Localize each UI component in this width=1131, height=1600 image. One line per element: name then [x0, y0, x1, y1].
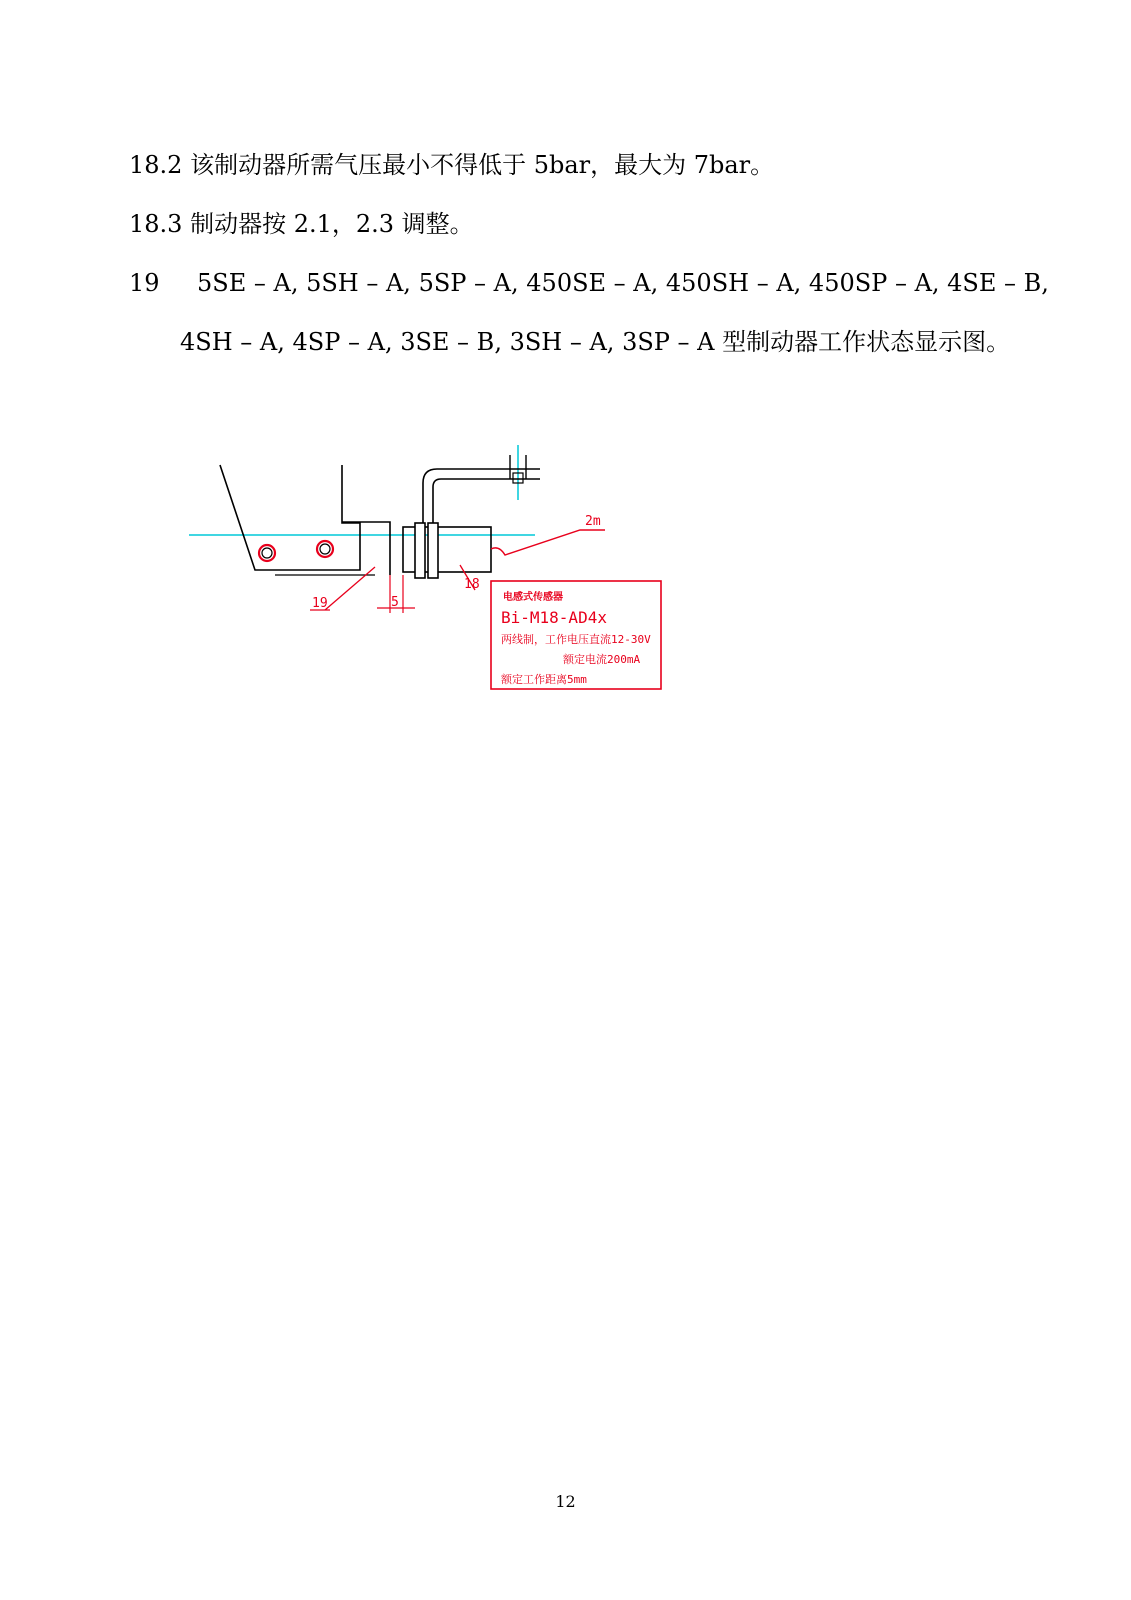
- spec-distance: 额定工作距离5mm: [501, 673, 587, 686]
- spec-voltage: 两线制，工作电压直流12-30V: [501, 633, 651, 646]
- brake-sensor-drawing: [185, 445, 685, 705]
- paragraph-18-3: 18.3 制动器按 2.1，2.3 调整。: [129, 210, 474, 238]
- mount-plate: [342, 522, 390, 575]
- bolt-hole-left: [259, 545, 275, 561]
- spec-current: 额定电流200mA: [563, 653, 641, 666]
- brake-arm-outline: [220, 465, 360, 570]
- label-18: 18: [464, 577, 480, 592]
- label-19: 19: [312, 596, 328, 611]
- spec-model: Bi-M18-AD4x: [501, 608, 607, 627]
- sensor-nut-left: [415, 523, 425, 578]
- section-number: 19: [129, 269, 160, 297]
- spec-title: 电感式传感器: [503, 592, 563, 603]
- leader-19: [325, 567, 375, 610]
- paragraph-19-line1: [129, 268, 1049, 298]
- page-number: 12: [555, 1492, 576, 1511]
- bolt-hole-right: [317, 541, 333, 557]
- label-5: 5: [391, 595, 399, 610]
- label-2m: 2m: [585, 514, 601, 529]
- sensor-cable: [491, 530, 605, 555]
- sensor-nut-right: [428, 523, 438, 578]
- paragraph-19-line2: 4SH – A, 4SP – A, 3SE – B, 3SH – A, 3SP – A 型制动器工作状态显示图。: [180, 328, 1011, 356]
- paragraph-18-2: 18.2 该制动器所需气压最小不得低于 5bar，最大为 7bar。: [129, 151, 775, 179]
- model-list-line1: 5SE – A, 5SH – A, 5SP – A, 450SE – A, 450SH – A, 450SP – A, 4SE – B,: [197, 269, 1049, 297]
